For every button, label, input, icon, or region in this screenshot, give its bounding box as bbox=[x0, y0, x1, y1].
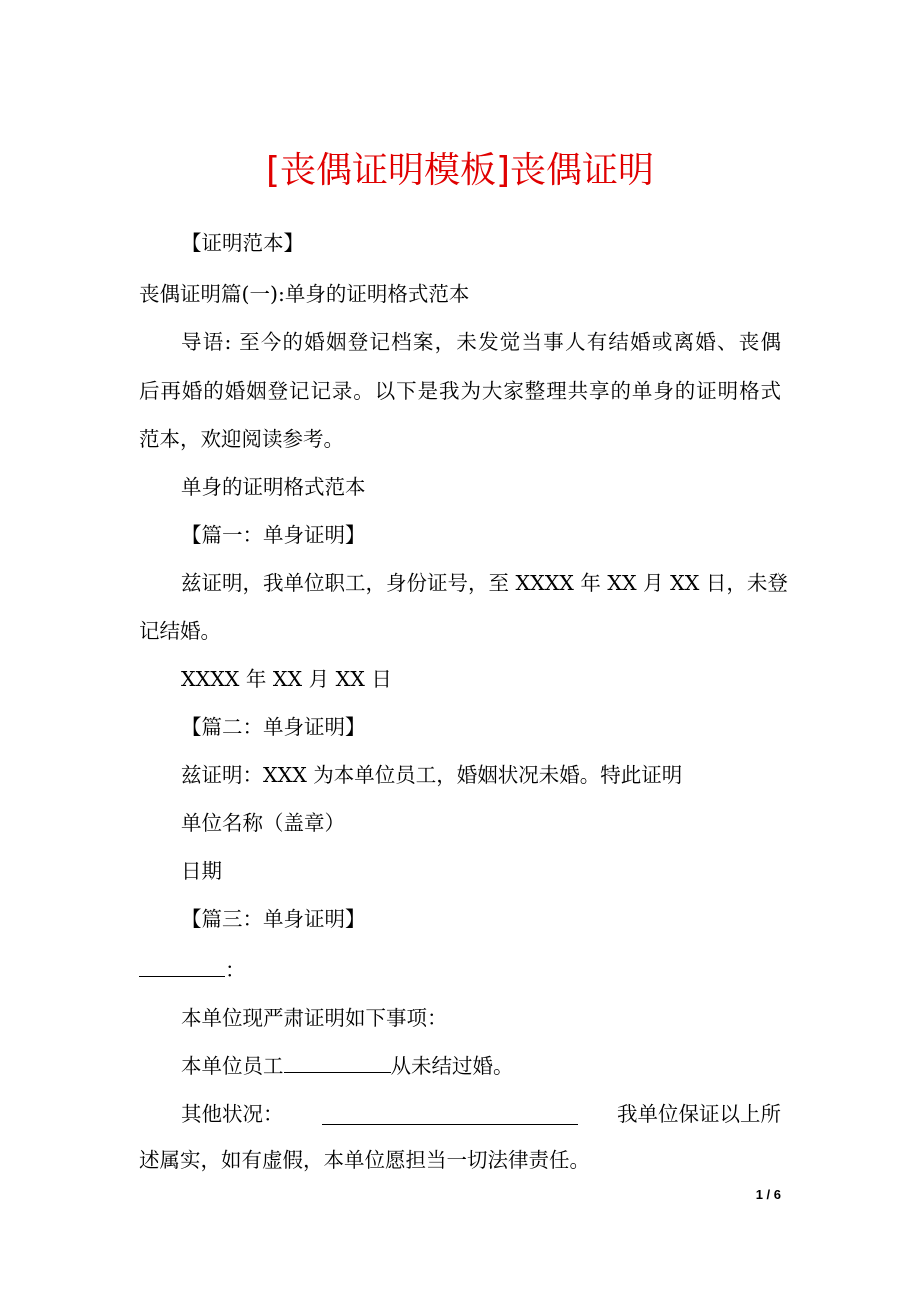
text: 从未结过婚。 bbox=[390, 1054, 514, 1078]
date-line: XXXX 年 XX 月 XX 日 bbox=[181, 667, 392, 691]
section-heading: 【篇二：单身证明】 bbox=[181, 715, 366, 739]
paragraph-line bbox=[139, 1052, 781, 1080]
colon: ： bbox=[225, 958, 246, 982]
section-heading: 【篇三：单身证明】 bbox=[181, 907, 366, 931]
paragraph-line: 范本，欢迎阅读参考。 bbox=[139, 427, 344, 451]
text: 我单位保证以上所 bbox=[617, 1102, 781, 1126]
paragraph-line: 单位名称（盖章） bbox=[181, 811, 345, 835]
section-heading: 【篇一：单身证明】 bbox=[181, 523, 366, 547]
section-heading: 【证明范本】 bbox=[181, 231, 304, 255]
paragraph-line: 单身的证明格式范本 bbox=[181, 475, 366, 499]
paragraph-line: 本单位现严肃证明如下事项： bbox=[181, 1006, 448, 1030]
addressee-line bbox=[139, 956, 781, 984]
paragraph-line: 兹证明，我单位职工，身份证号，至 XXXX 年 XX 月 XX 日，未登 bbox=[181, 571, 788, 595]
text: 本单位员工 bbox=[181, 1054, 284, 1078]
paragraph-line: 后再婚的婚姻登记记录。以下是我为大家整理共享的单身的证明格式 bbox=[139, 379, 781, 403]
document-title: [丧偶证明模板]丧偶证明 bbox=[265, 150, 655, 191]
employee-name-blank[interactable] bbox=[284, 1052, 391, 1073]
paragraph-line: 兹证明：XXX 为本单位员工，婚姻状况未婚。特此证明 bbox=[181, 763, 683, 787]
paragraph-line: 日期 bbox=[181, 859, 222, 883]
page-number: 1 / 6 bbox=[755, 1187, 781, 1202]
paragraph-line: 记结婚。 bbox=[139, 619, 221, 643]
paragraph-line bbox=[139, 1100, 781, 1128]
addressee-blank[interactable] bbox=[139, 956, 225, 977]
text: 其他状况： bbox=[181, 1102, 284, 1126]
other-status-blank[interactable] bbox=[322, 1104, 578, 1125]
subheading: 丧偶证明篇(一):单身的证明格式范本 bbox=[139, 282, 470, 306]
paragraph-line: 导语: 至今的婚姻登记档案，未发觉当事人有结婚或离婚、丧偶 bbox=[181, 330, 781, 354]
paragraph-line: 述属实，如有虚假，本单位愿担当一切法律责任。 bbox=[139, 1148, 590, 1172]
